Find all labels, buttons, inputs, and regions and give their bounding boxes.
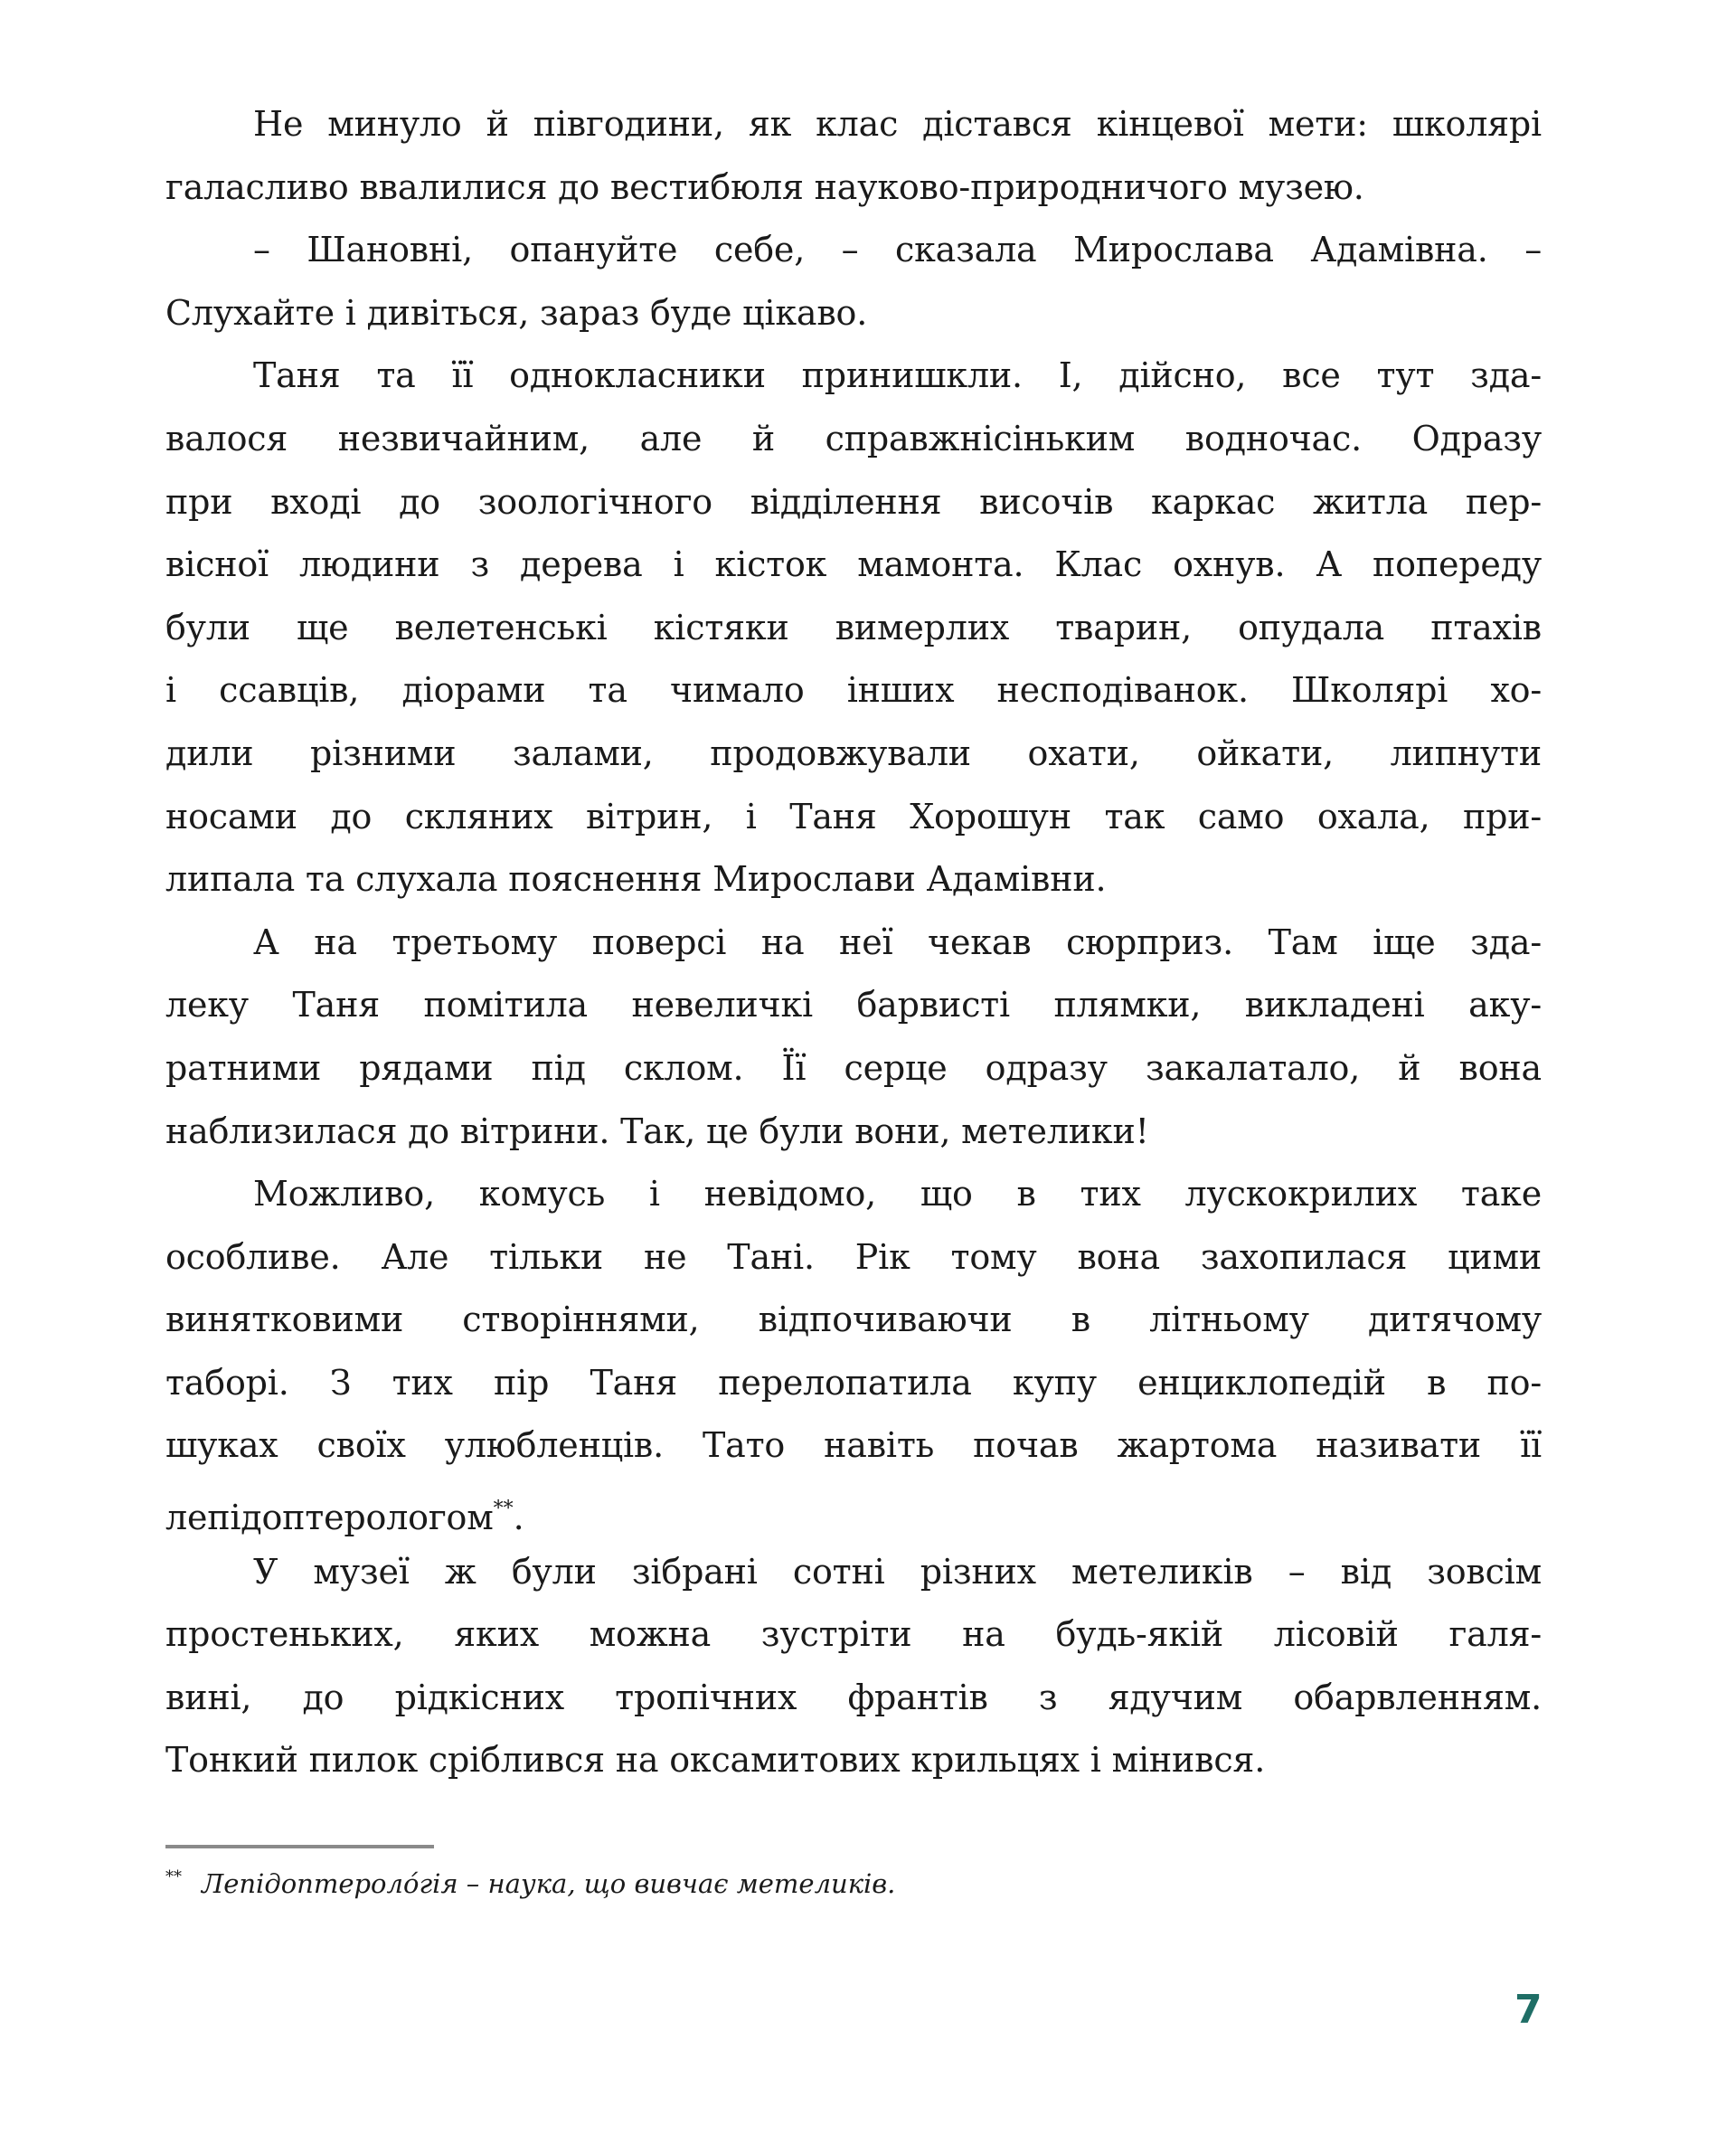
text-line: Таня та її однокласники принишкли. І, дійсно, все тут зда- xyxy=(253,355,1542,396)
text-line: леку Таня помітила невеличкі барвисті плямки, викладені аку- xyxy=(165,985,1542,1026)
text-line: носами до скляних вітрин, і Таня Хорошун так само охала, при- xyxy=(165,796,1542,836)
text-line: були ще велетенські кістяки вимерлих тварин, опудала птахів xyxy=(165,607,1542,647)
text-line: валося незвичайним, але й справжнісіньким водночас. Одразу xyxy=(165,418,1542,458)
text-line: А на третьому поверсі на неї чекав сюрприз. Там іще зда- xyxy=(253,922,1542,962)
text-line: при вході до зоологічного відділення височів каркас житла пер- xyxy=(165,481,1542,522)
text-line: простеньких, яких можна зустріти на будь-якій лісовій галя- xyxy=(165,1614,1542,1655)
footnote-marker: ** xyxy=(165,1867,182,1886)
text-line: вині, до рідкісних тропічних франтів з ядучим обарвленням. xyxy=(165,1677,1542,1717)
footnote-text: Лепідоптероло́гія – наука, що вивчає метеликів. xyxy=(202,1868,896,1899)
text-line: і ссавців, діорами та чимало інших несподіванок. Школярі хо- xyxy=(165,670,1542,711)
footnote xyxy=(165,1861,895,1900)
text-line: Не минуло й півгодини, як клас дістався кінцевої мети: школярі xyxy=(253,104,1542,144)
text-line: Можливо, комусь і невідомо, що в тих лускокрилих таке xyxy=(253,1174,1542,1215)
text-line: особливе. Але тільки не Тані. Рік тому вона захопилася цими xyxy=(165,1236,1542,1277)
text-line: дили різними залами, продовжували охати, ойкати, липнути xyxy=(165,733,1542,773)
body-text xyxy=(165,93,1542,1792)
sentence-end: . xyxy=(513,1498,524,1538)
text-line: – Шановні, опануйте себе, – сказала Мирослава Адамівна. – xyxy=(253,230,1542,270)
text-line: липала та слухала пояснення Мирослави Адамівни. xyxy=(165,859,1107,900)
footnote-divider xyxy=(165,1845,434,1848)
footnoted-word: лепідоптерологом xyxy=(165,1498,494,1538)
text-line: таборі. З тих пір Таня перелопатила купу енциклопедій в по- xyxy=(165,1362,1542,1403)
text-line: галасливо ввалилися до вестибюля науково-природничого музею. xyxy=(165,166,1364,207)
text-line: Слухайте і дивіться, зараз буде цікаво. xyxy=(165,292,868,333)
text-line: наблизилася до вітрини. Так, це були вони, метелики! xyxy=(165,1111,1149,1151)
page-number: 7 xyxy=(1514,1987,1543,2033)
text-line: шуках своїх улюбленців. Тато навіть почав жартома називати її xyxy=(165,1425,1542,1466)
footnote-reference[interactable]: ** xyxy=(493,1498,514,1521)
text-line: вісної людини з дерева і кісток мамонта. Клас охнув. А попереду xyxy=(165,544,1542,585)
text-line-with-footnote xyxy=(165,1478,1542,1541)
text-line: ратними рядами під склом. Її серце одразу закалатало, й вона xyxy=(165,1047,1542,1088)
text-line: винятковими створіннями, відпочиваючи в літньому дитячому xyxy=(165,1300,1542,1340)
text-line: У музеї ж були зібрані сотні різних метеликів – від зовсім xyxy=(253,1551,1542,1592)
text-line: Тонкий пилок сріблився на оксамитових крильцях і мінився. xyxy=(165,1740,1266,1781)
